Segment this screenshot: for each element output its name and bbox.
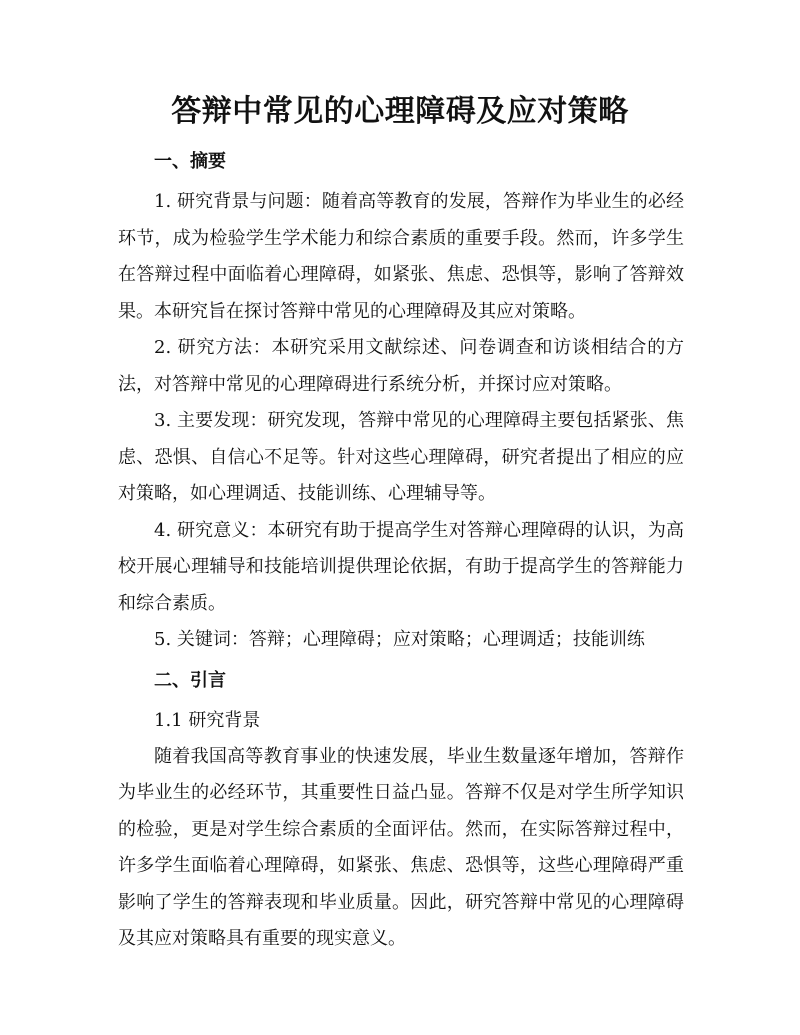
document-title: 答辩中常见的心理障碍及应对策略: [171, 94, 629, 129]
section-spacer: [118, 659, 684, 667]
section-heading-introduction: 二、引言: [154, 669, 226, 691]
subsection-heading-background: 1.1 研究背景: [154, 709, 261, 731]
abstract-item-2: 2. 研究方法：本研究采用文献综述、问卷调查和访谈相结合的方法，对答辩中常见的心理障碍进行系统分析，并探讨应对策略。: [118, 337, 684, 395]
abstract-item-3: 3. 主要发现：研究发现，答辩中常见的心理障碍主要包括紧张、焦虑、恐惧、自信心不足等。针对这些心理障碍，研究者提出了相应的应对策略，如心理调适、技能训练、心理辅导等。: [118, 410, 684, 504]
introduction-paragraph: 随着我国高等教育事业的快速发展，毕业生数量逐年增加，答辩作为毕业生的必经环节，其重要性日益凸显。答辩不仅是对学生所学知识的检验，更是对学生综合素质的全面评估。然而，在实际答辩过程中，许多学生面临着心理障碍，如紧张、焦虑、恐惧等，这些心理障碍严重影响了学生的答辩表现和毕业质量。因此，研究答辩中常见的心理障碍及其应对策略具有重要的现实意义。: [118, 745, 684, 949]
abstract-item-4: 4. 研究意义：本研究有助于提高学生对答辩心理障碍的认识，为高校开展心理辅导和技能培训提供理论依据，有助于提高学生的答辩能力和综合素质。: [118, 519, 684, 614]
document-body: [118, 148, 684, 958]
abstract-item-1: 1. 研究背景与问题：随着高等教育的发展，答辩作为毕业生的必经环节，成为检验学生学术能力和综合素质的重要手段。然而，许多学生在答辩过程中面临着心理障碍，如紧张、焦虑、恐惧等，影响了答辩效果。本研究旨在探讨答辩中常见的心理障碍及其应对策略。: [118, 191, 684, 322]
abstract-item-5: 5. 关键词：答辩；心理障碍；应对策略；心理调适；技能训练: [154, 629, 645, 650]
section-heading-abstract: 一、摘要: [154, 151, 226, 172]
